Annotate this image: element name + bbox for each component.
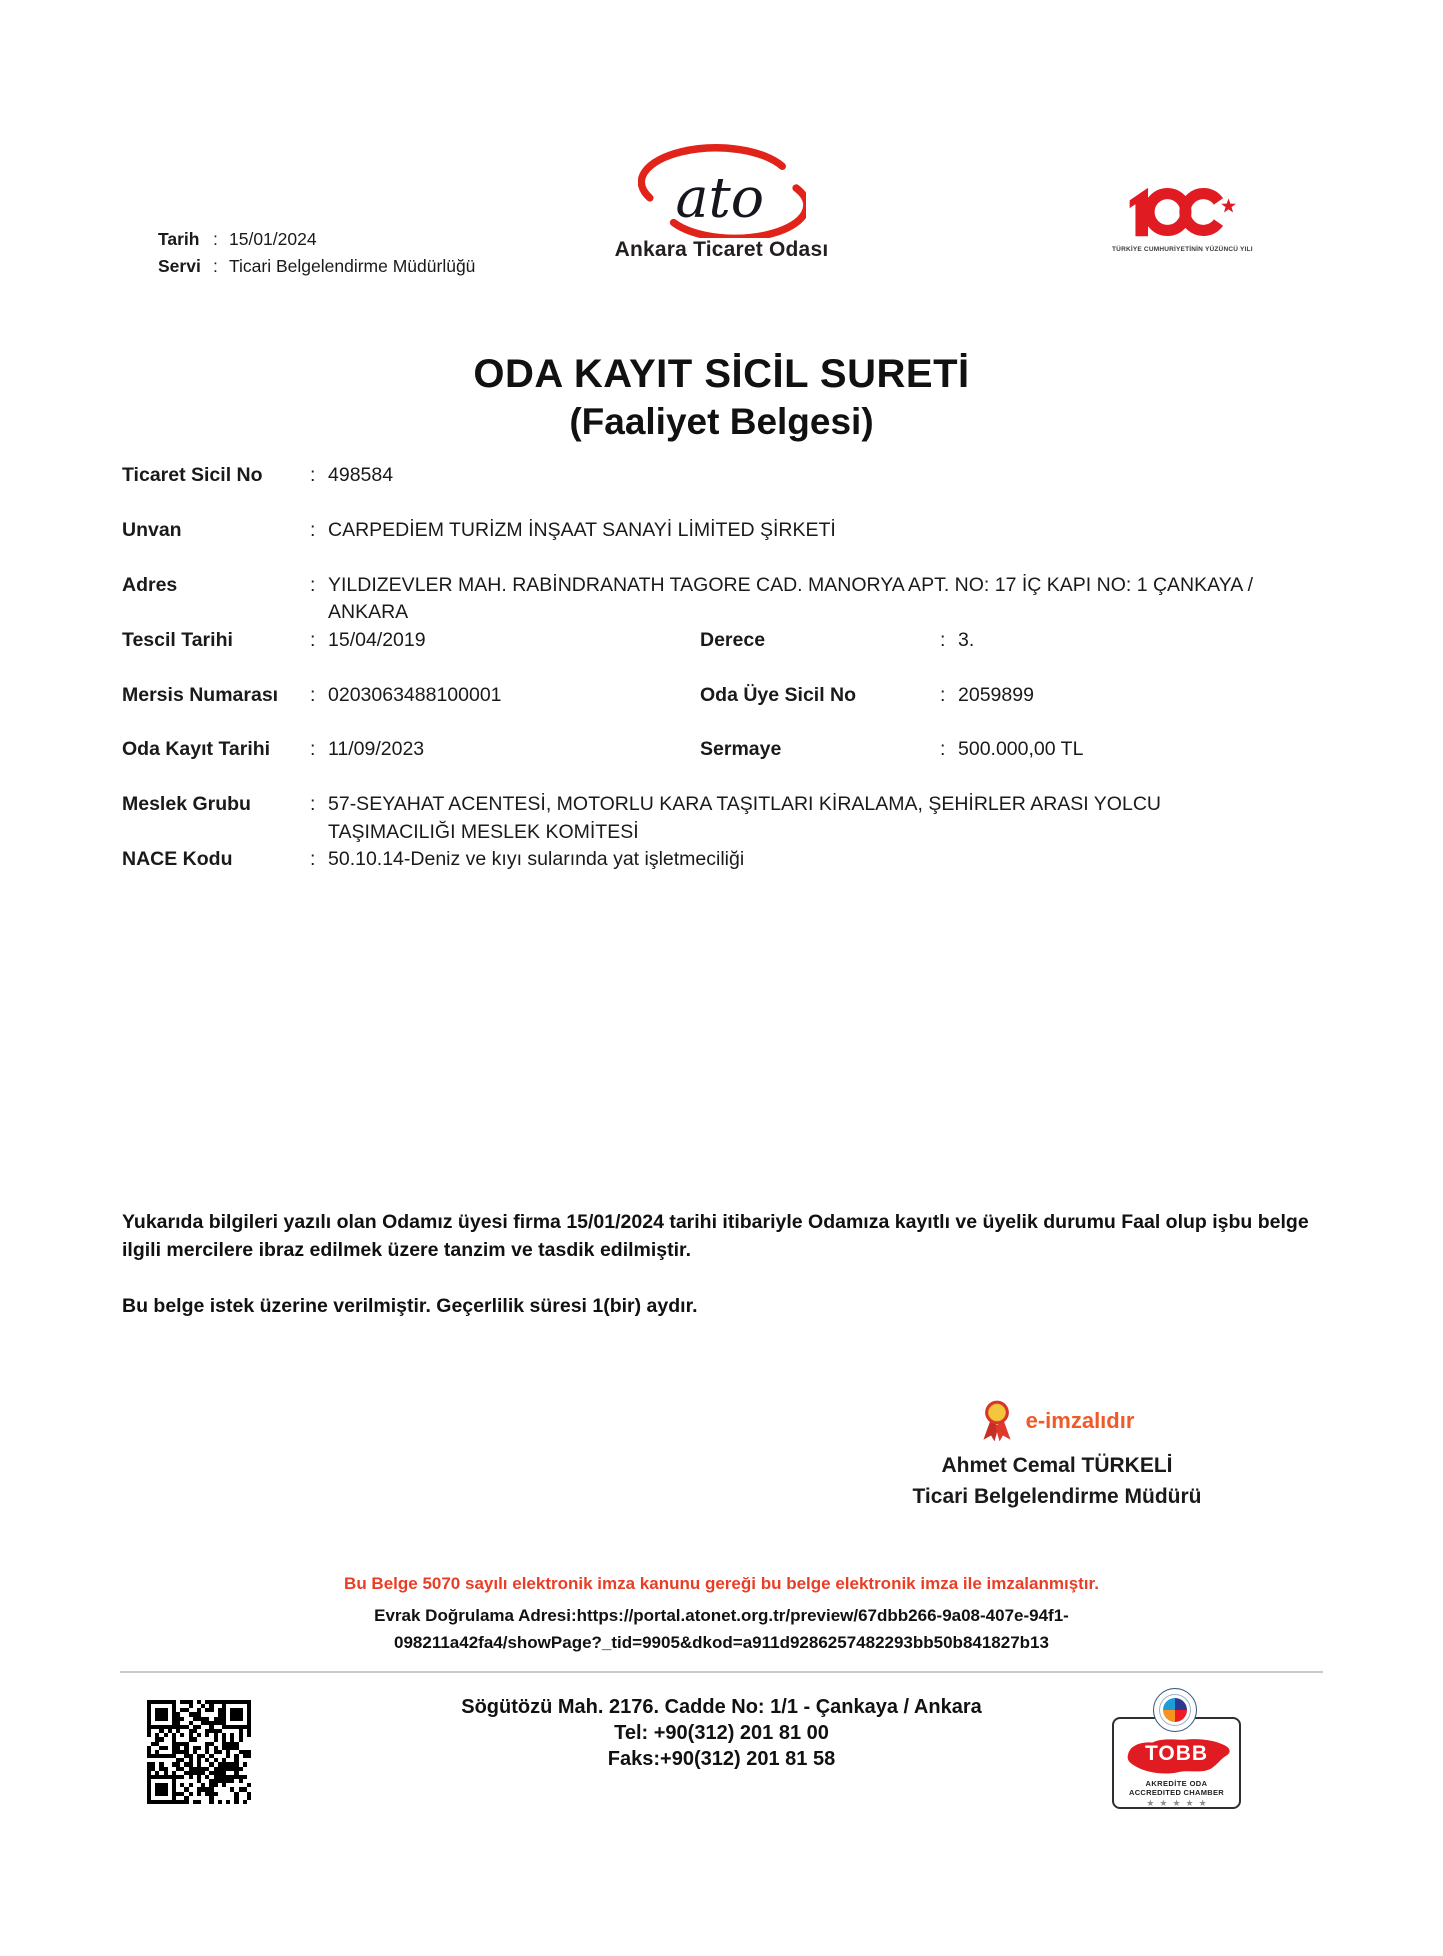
- footer-tel: Tel: +90(312) 201 81 00: [614, 1722, 829, 1744]
- document-meta: [158, 226, 475, 280]
- ato-logo-text: ato: [675, 166, 764, 231]
- meta-row-tarih: [158, 226, 475, 253]
- tobb-name: TOBB: [1144, 1742, 1209, 1765]
- field-colon: :: [310, 628, 316, 651]
- field-label: Tescil Tarihi: [122, 628, 233, 651]
- centenary-logo: [1112, 180, 1252, 253]
- field-value: 0203063488100001: [328, 683, 502, 706]
- field-label-2: Derece: [700, 628, 766, 651]
- tarih-colon: :: [213, 229, 218, 249]
- field-value: 15/04/2019: [328, 628, 426, 651]
- validity-paragraph: Bu belge istek üzerine verilmiştir. Geçerlilik süresi 1(bir) aydır.: [122, 1295, 698, 1317]
- tarih-value: 15/01/2024: [229, 229, 317, 249]
- verification-address-line1: Evrak Doğrulama Adresi:https://portal.atonet.org.tr/preview/67dbb266-9a08-407e-94f1-: [374, 1606, 1069, 1625]
- certification-paragraph: Yukarıda bilgileri yazılı olan Odamız üyesi firma 15/01/2024 tarihi itibariyle Odamıza kayıtlı ve üyelik durumu Faal olup işbu belge ilgili mercilere ibraz edilmek üzere tanzim ve tasdik edilmiştir.: [122, 1211, 1309, 1261]
- ato-logo-icon: [638, 138, 806, 238]
- footer-address: Sögütözü Mah. 2176. Cadde No: 1/1 - Çankaya / Ankara: [461, 1696, 982, 1718]
- signer-name: Ahmet Cemal TÜRKELİ: [941, 1454, 1173, 1477]
- e-signature-row: [857, 1396, 1257, 1446]
- tarih-label: Tarih: [158, 229, 200, 249]
- tobb-stars: ★★★★★: [1146, 1798, 1212, 1808]
- verification-address: [0, 1602, 1443, 1656]
- field-label: Ticaret Sicil No: [122, 464, 263, 486]
- field-colon: :: [310, 464, 316, 486]
- document-title-block: [0, 350, 1443, 446]
- field-label: Adres: [122, 573, 178, 596]
- field-label: Mersis Numarası: [122, 683, 279, 706]
- field-colon: :: [310, 793, 316, 816]
- document-subtitle: (Faaliyet Belgesi): [569, 401, 874, 442]
- field-label: Unvan: [122, 518, 182, 541]
- servi-colon: :: [213, 256, 218, 276]
- e-signature-notice: Bu Belge 5070 sayılı elektronik imza kanunu gereği bu belge elektronik imza ile imzalanmıştır.: [344, 1574, 1099, 1593]
- field-row-mersis: [122, 682, 1322, 737]
- field-value: YILDIZEVLER MAH. RABİNDRANATH TAGORE CAD. MANORYA APT. NO: 17 İÇ KAPI NO: 1 ÇANKAYA / ANKARA: [328, 573, 1254, 624]
- field-value: CARPEDİEM TURİZM İNŞAAT SANAYİ LİMİTED ŞİRKETİ: [328, 518, 836, 541]
- field-value-2: 500.000,00 TL: [958, 738, 1084, 761]
- field-row-unvan: [122, 517, 1322, 572]
- tobb-akredite-oda: AKREDİTE ODA: [1145, 1779, 1208, 1788]
- field-row-oda-kayit-tarihi: [122, 736, 1322, 791]
- field-value-2: 2059899: [958, 683, 1034, 706]
- centenary-100-icon: [1123, 180, 1241, 244]
- field-colon-2: :: [940, 628, 946, 651]
- field-colon-2: :: [940, 738, 946, 761]
- footer-faks: Faks:+90(312) 201 81 58: [607, 1748, 836, 1770]
- field-colon: :: [310, 518, 316, 541]
- tobb-accredited-chamber: ACCREDITED CHAMBER: [1129, 1788, 1224, 1797]
- field-colon: :: [310, 738, 316, 761]
- footer-divider: [120, 1671, 1323, 1673]
- field-colon: :: [310, 573, 316, 596]
- field-colon-2: :: [940, 683, 946, 706]
- medal-ribbon-icon: [980, 1398, 1014, 1444]
- field-label-2: Oda Üye Sicil No: [700, 683, 857, 706]
- centenary-caption: TÜRKİYE CUMHURİYETİNİN YÜZÜNCÜ YILI: [1112, 246, 1253, 253]
- servi-label: Servi: [158, 256, 201, 276]
- servi-value: Ticari Belgelendirme Müdürlüğü: [229, 256, 476, 276]
- field-row-adres: [122, 572, 1322, 627]
- field-value: 57-SEYAHAT ACENTESİ, MOTORLU KARA TAŞITLARI KİRALAMA, ŞEHİRLER ARASI YOLCU TAŞIMACILIĞI MESLEK KOMİTESİ: [328, 793, 1161, 843]
- field-row-meslek-grubu: [122, 791, 1322, 846]
- field-row-tescil-tarihi: [122, 627, 1322, 682]
- field-row-nace-kodu: [122, 846, 1322, 901]
- verification-address-line2: 098211a42fa4/showPage?_tid=9905&dkod=a911d9286257482293bb50b841827b13: [394, 1633, 1049, 1652]
- field-label: Meslek Grubu: [122, 793, 251, 816]
- field-label-2: Sermaye: [700, 738, 782, 761]
- tobb-emblem-icon: [1153, 1688, 1197, 1732]
- field-value-2: 3.: [958, 628, 975, 651]
- field-colon: :: [310, 683, 316, 706]
- signer-title: Ticari Belgelendirme Müdürü: [912, 1485, 1202, 1508]
- e-signature-label: e-imzalıdır: [1025, 1408, 1135, 1433]
- field-label: NACE Kodu: [122, 848, 233, 871]
- field-colon: :: [310, 848, 316, 871]
- field-label: Oda Kayıt Tarihi: [122, 738, 271, 761]
- ato-logo: [552, 138, 892, 262]
- registry-fields: [122, 462, 1322, 901]
- document-title: ODA KAYIT SİCİL SURETİ: [473, 352, 970, 396]
- field-value: 11/09/2023: [328, 738, 425, 761]
- signature-block: [857, 1396, 1257, 1509]
- ato-logo-caption: Ankara Ticaret Odası: [614, 238, 829, 261]
- field-value: 50.10.14-Deniz ve kıyı sularında yat işletmeciliği: [328, 848, 745, 871]
- turkey-map-icon: [1121, 1733, 1233, 1777]
- meta-row-servi: [158, 253, 475, 280]
- field-row-ticaret-sicil-no: [122, 462, 1322, 517]
- field-value: 498584: [328, 464, 394, 486]
